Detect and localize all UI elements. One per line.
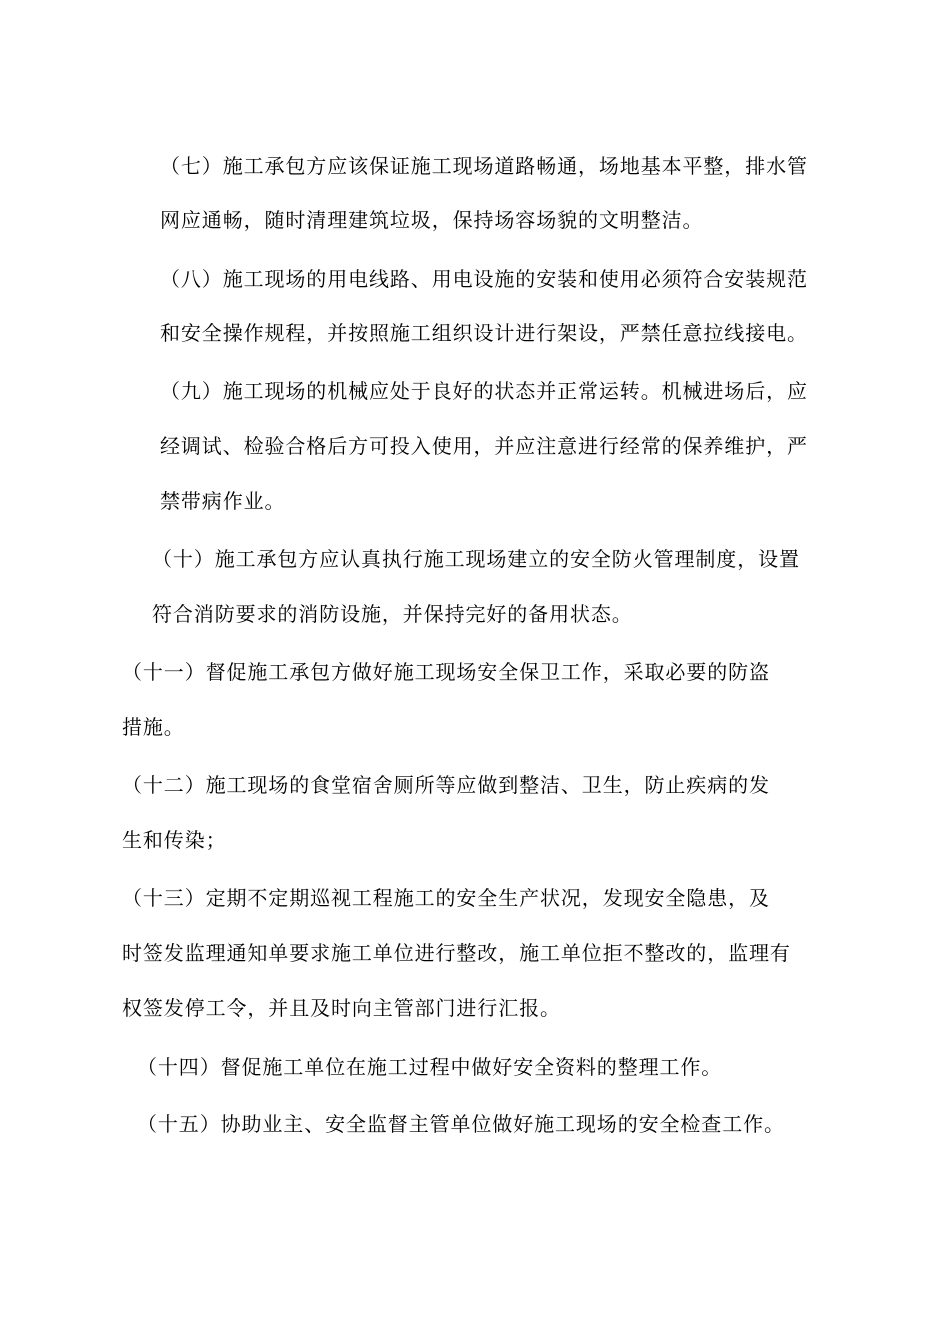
- paragraph-line: （十）施工承包方应认真执行施工现场建立的安全防火管理制度，设置: [152, 547, 800, 571]
- paragraph-line: （九）施工现场的机械应处于良好的状态并正常运转。机械进场后，应: [160, 379, 808, 403]
- paragraph-line: 经调试、检验合格后方可投入使用，并应注意进行经常的保养维护，严: [160, 434, 808, 458]
- paragraph-line: （七）施工承包方应该保证施工现场道路畅通，场地基本平整，排水管: [160, 154, 808, 178]
- paragraph-line: （八）施工现场的用电线路、用电设施的安装和使用必须符合安装规范: [160, 267, 808, 291]
- paragraph-line: 和安全操作规程，并按照施工组织设计进行架设，严禁任意拉线接电。: [160, 321, 808, 345]
- paragraph-line: 符合消防要求的消防设施，并保持完好的备用状态。: [152, 602, 633, 626]
- paragraph-line: 措施。: [122, 715, 185, 739]
- paragraph-line: 权签发停工令，并且及时向主管部门进行汇报。: [122, 996, 561, 1020]
- paragraph-line: 网应通畅，随时清理建筑垃圾，保持场容场貌的文明整洁。: [160, 208, 704, 232]
- paragraph-line: （十五）协助业主、安全监督主管单位做好施工现场的安全检查工作。: [137, 1112, 785, 1136]
- paragraph-line: 时签发监理通知单要求施工单位进行整改，施工单位拒不整改的，监理有: [122, 941, 791, 965]
- paragraph-line: （十四）督促施工单位在施工过程中做好安全资料的整理工作。: [137, 1055, 723, 1079]
- paragraph-line: 禁带病作业。: [160, 489, 286, 513]
- paragraph-line: （十一）督促施工承包方做好施工现场安全保卫工作，采取必要的防盗: [122, 660, 770, 684]
- paragraph-line: （十二）施工现场的食堂宿舍厕所等应做到整洁、卫生，防止疾病的发: [122, 773, 770, 797]
- paragraph-line: （十三）定期不定期巡视工程施工的安全生产状况，发现安全隐患，及: [122, 886, 770, 910]
- paragraph-line: 生和传染；: [122, 828, 227, 852]
